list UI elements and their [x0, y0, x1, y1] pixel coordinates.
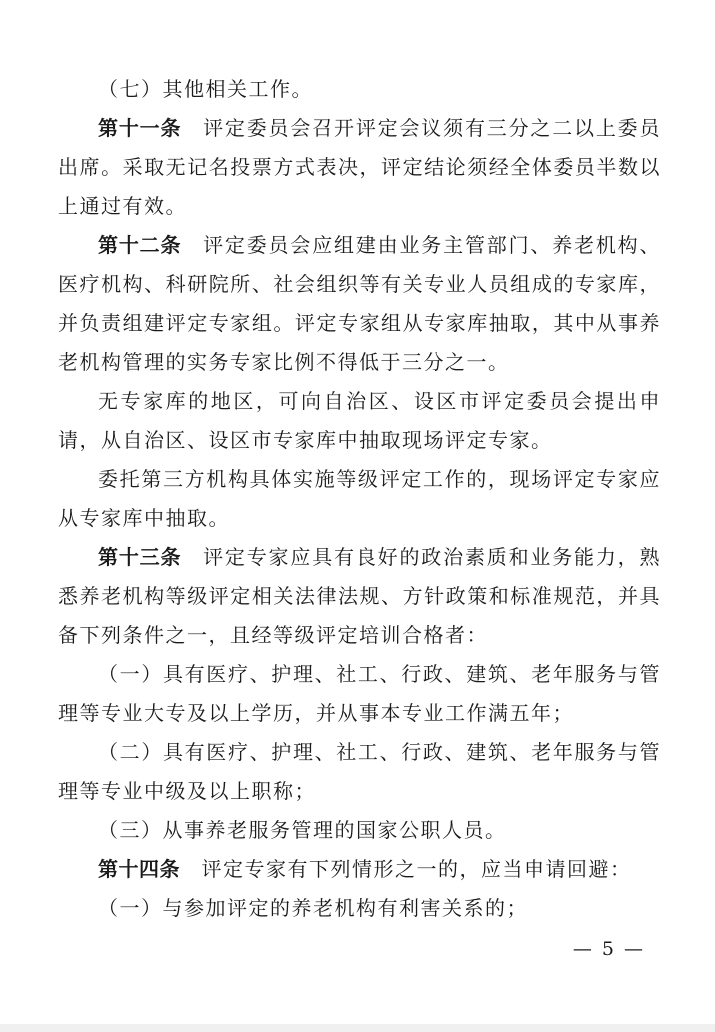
article-14-title: 第十四条 — [98, 857, 180, 881]
page-number: — 5 — — [572, 938, 645, 960]
article-14 — [58, 850, 661, 889]
article-13 — [58, 538, 661, 655]
article-13-text: 评定专家应具有良好的政治素质和业务能力，熟悉养老机构等级评定相关法律法规、方针政策和标准规范，并具备下列条件之一，且经等级评定培训合格者： — [58, 545, 662, 647]
page-bottom-edge — [0, 1024, 715, 1032]
paragraph-no-expert-library — [58, 382, 661, 460]
recusal-item-1 — [58, 889, 661, 928]
article-12 — [58, 226, 661, 382]
condition-item-1 — [58, 655, 661, 733]
paragraph-text: （一）与参加评定的养老机构有利害关系的； — [98, 896, 528, 920]
paragraph-text: 委托第三方机构具体实施等级评定工作的，现场评定专家应从专家库中抽取。 — [58, 467, 661, 530]
paragraph-third-party — [58, 460, 661, 538]
article-12-text: 评定委员会应组建由业务主管部门、养老机构、医疗机构、科研院所、社会组织等有关专业人员组成的专家库，并负责组建评定专家组。评定专家组从专家库抽取，其中从事养老机构管理的实务专家比例不得低于三分之一。 — [58, 233, 662, 374]
article-11-title: 第十一条 — [98, 116, 182, 140]
article-11 — [58, 109, 661, 226]
condition-item-2 — [58, 733, 661, 811]
paragraph-text: （一）具有医疗、护理、社工、行政、建筑、老年服务与管理等专业大专及以上学历，并从事本专业工作满五年； — [58, 662, 661, 725]
paragraph-text: （三）从事养老服务管理的国家公职人员。 — [98, 818, 507, 842]
condition-item-3 — [58, 811, 661, 850]
article-12-title: 第十二条 — [98, 233, 182, 257]
paragraph-text: （二）具有医疗、护理、社工、行政、建筑、老年服务与管理等专业中级及以上职称； — [58, 740, 661, 803]
paragraph-text: （七）其他相关工作。 — [98, 77, 313, 101]
article-11-text: 评定委员会召开评定会议须有三分之二以上委员出席。采取无记名投票方式表决，评定结论须经全体委员半数以上通过有效。 — [58, 116, 662, 218]
article-14-text: 评定专家有下列情形之一的，应当申请回避： — [180, 857, 632, 881]
article-13-title: 第十三条 — [98, 545, 182, 569]
paragraph-text: 无专家库的地区，可向自治区、设区市评定委员会提出申请，从自治区、设区市专家库中抽取现场评定专家。 — [58, 389, 661, 452]
paragraph-item-7 — [58, 70, 661, 109]
document-body — [58, 70, 661, 928]
